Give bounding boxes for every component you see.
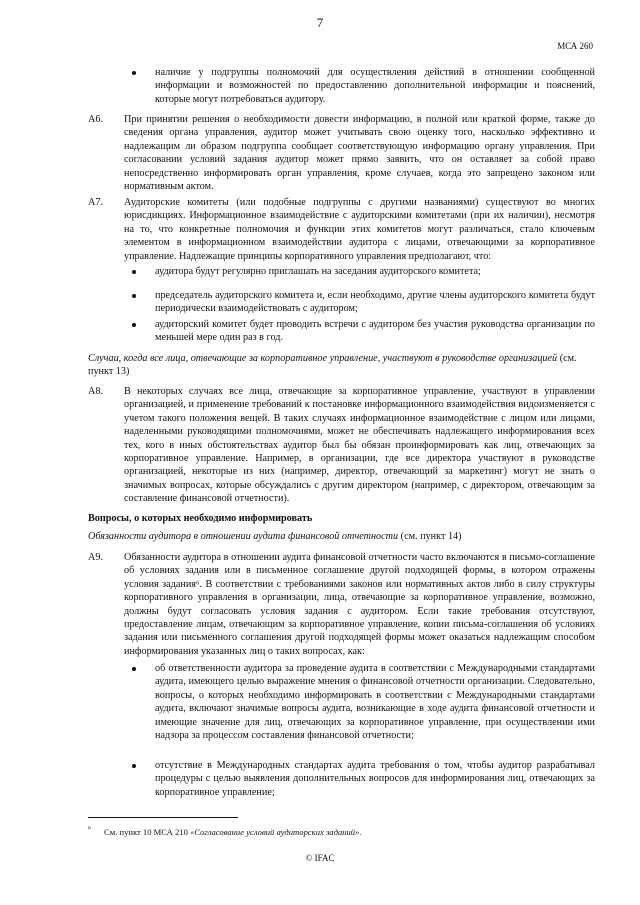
footnote-text: См. пункт 10 МСА 210 <box>104 827 188 837</box>
bullet-dot <box>132 323 136 327</box>
subheading <box>88 352 598 379</box>
bullet-dot <box>132 71 136 75</box>
bullet-dot <box>132 270 136 274</box>
bullet-item: отсутствие в Международных стандартах аудита требования о том, чтобы аудитор разрабатывал процедуры с целью выявления дополнительных вопросов для информирования лиц, отвечающих за корпоративное управление; <box>155 760 595 798</box>
bullet-item: аудитора будут регулярно приглашать на заседания аудиторского комитета; <box>155 266 481 277</box>
bullet-dot <box>132 667 136 671</box>
bullet-dot <box>132 764 136 768</box>
bullet-item: председатель аудиторского комитета и, если необходимо, другие члены аудиторского комитета будут периодически взаимодействовать с аудитором; <box>155 290 595 315</box>
paragraph-a8: В некоторых случаях все лица, отвечающие за корпоративное управление, участвуют в управлении организацией, и применение требований к постановке информационного взаимодействия видоизменяется с учетом такого положения вещей. В таких случаях информационное взаимодействие с лицом или лицами, наделенными руководящими полномочиями, может не обеспечивать надлежащего информирования всех тех, кого в иных обстоятельствах аудитор был бы обязан проинформировать как лиц, отвечающих за корпоративное управление. Например, в организации, где все директора участвуют в руководстве организацией, некоторые из них (например, директор, отвечающий за маркетинг) могут не знать о значимых вопросах, которые обсуждались с другим директором (например, с директором, отвечающим за составление финансовой отчетности). <box>124 386 595 505</box>
paragraph-label-a9: A9. <box>88 552 103 563</box>
footnote <box>104 827 594 838</box>
paragraph-label-a6: A6. <box>88 114 103 125</box>
footnote-title: «Согласование условий аудиторских заданий». <box>190 827 362 837</box>
paragraph-a7: Аудиторские комитеты (или подобные подгруппы с другими названиями) существуют во многих юрисдикциях. Информационное взаимодействие с аудиторскими комитетами (при их наличии), несмотря на то, что конкретные полномочия и функции этих комитетов могут различаться, стало ключевым элементом в информационном взаимодействии аудитора с лицами, отвечающими за корпоративное управление. Надлежащие принципы корпоративного управления предполагают, что: <box>124 197 595 262</box>
bullet-item: наличие у подгруппы полномочий для осуществления действий в отношении сообщенной информации и возможностей по предоставлению дополнительной информации и пояснений, которые могут потребоваться аудитору. <box>155 67 595 105</box>
paragraph-label-a8: A8. <box>88 386 103 397</box>
subheading-ref: (см. пункт 14) <box>400 531 462 542</box>
paragraph-a9: Обязанности аудитора в отношении аудита финансовой отчетности часто включаются в письмо-соглашение об условиях задания или в письменное соглашение другой подходящей формы, в котором отражены условия задания⁶. В соответствии с требованиями законов или нормативных актов либо в силу структуры корпоративного управления в организации, лица, отвечающие за корпоративное управление, возможно, должны будут согласовать условия задания с аудитором. Если такие требования отсутствуют, предоставление лицам, отвечающим за корпоративное управление, копии письма-соглашения об условиях задания или письменного соглашения другой подходящей формы может оказаться надлежащим способом информирования указанных лиц о таких вопросах, как: <box>124 552 595 657</box>
bullet-item: аудиторский комитет будет проводить встречи с аудитором без участия руководства организации по меньшей мере один раз в год. <box>155 319 595 344</box>
section-heading: Вопросы, о которых необходимо информировать <box>88 513 313 524</box>
subheading-title: Случаи, когда все лица, отвечающие за корпоративное управление, участвуют в руководстве организацией <box>88 353 558 364</box>
footer-copyright: © IFAC <box>305 853 335 863</box>
footnote-separator <box>88 817 238 818</box>
bullet-item: об ответственности аудитора за проведение аудита в соответствии с Международными стандартами аудита, имеющего целью выражение мнения о финансовой отчетности организации. Следовательно, вопросы, о которых необходимо информировать в соответствии с Международными стандартами аудита, включают значимые вопросы аудита, возникающие в ходе аудита финансовой отчетности и имеющие значение для лиц, отвечающих за корпоративное управление, при осуществлении ими надзора за процессом составления финансовой отчетности; <box>155 663 595 742</box>
subheading-title: Обязанности аудитора в отношении аудита финансовой отчетности <box>88 531 399 542</box>
paragraph-label-a7: A7. <box>88 197 103 208</box>
paragraph-a6: При принятии решения о необходимости довести информацию, в полной или краткой форме, также до сведения органа управления, аудитор может учитывать свою оценку того, насколько эффективно и надлежащим ли образом подгруппа сообщает соответствующую информацию органу управления. При согласовании условий задания аудитор может прямо заявить, что он оставляет за собой право непосредственно информировать орган управления, кроме случаев, когда это запрещено законом или нормативным актом. <box>124 114 595 193</box>
bullet-dot <box>132 294 136 298</box>
subheading <box>88 530 598 543</box>
page-number: 7 <box>316 15 324 30</box>
footnote-marker: ⁶ <box>88 824 91 834</box>
subheading-ref: (см. пункт 13) <box>88 353 577 378</box>
standard-code: МСА 260 <box>557 41 593 51</box>
